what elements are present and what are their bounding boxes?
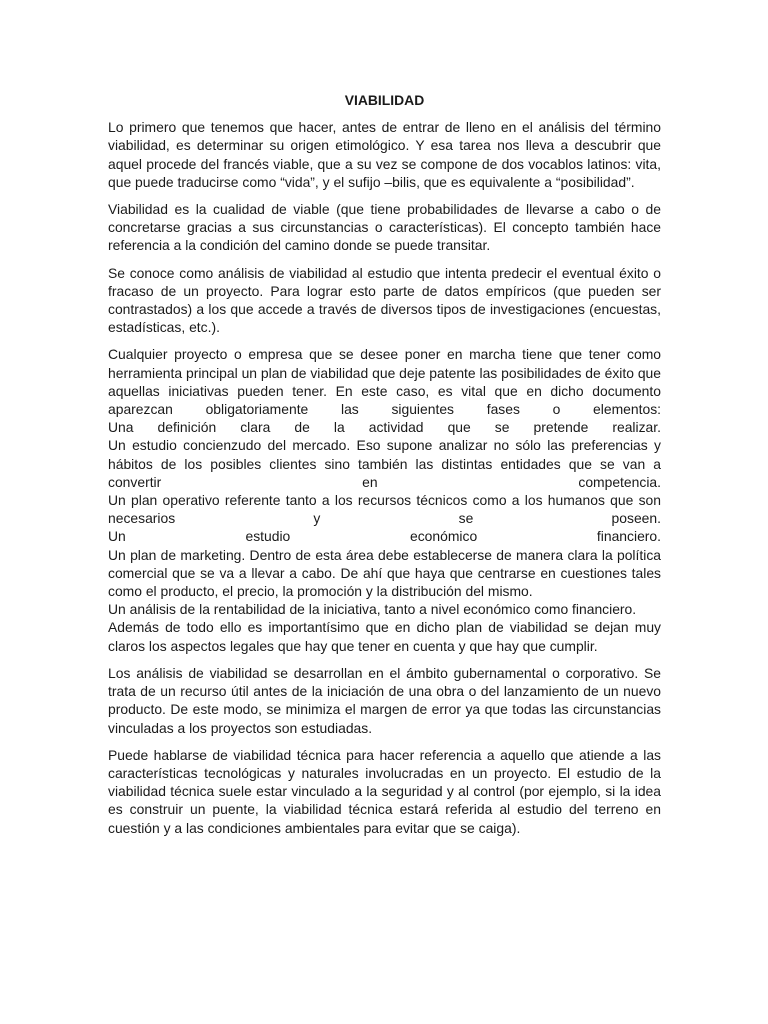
plan-item: Un análisis de la rentabilidad de la iniciativa, tanto a nivel económico como financiero. bbox=[108, 601, 637, 618]
paragraph-analysis: Se conoce como análisis de viabilidad al estudio que intenta predecir el eventual éxito o fracaso de un proyecto. Para lograr esto parte de datos empíricos (que pueden ser contrastados) a los que accede a través de diversos tipos de investigaciones (encuestas, estadísticas, etc.). bbox=[108, 264, 661, 336]
paragraph-etymology: Lo primero que tenemos que hacer, antes de entrar de lleno en el análisis del término viabilidad, es determinar su origen etimológico. Y esa tarea nos lleva a descubrir que aquel procede del francés viable, que a su vez se compone de dos vocablos latinos: vita, que puede traducirse como “vida”, y el sufijo –bilis, que es equivalente a “posibilidad”. bbox=[108, 119, 661, 190]
plan-item: Un plan de marketing. Dentro de esta área debe establecerse de manera clara la política comercial que se va a llevar a cabo. De ahí que haya que centrarse en cuestiones tales como el producto, el precio, la promoción y la distribución del mismo. bbox=[108, 546, 661, 600]
paragraph-definition: Viabilidad es la cualidad de viable (que tiene probabilidades de llevarse a cabo o de concretarse gracias a sus circunstancias o características). El concepto también hace referencia a la condición del camino donde se puede transitar. bbox=[108, 201, 661, 254]
paragraph-technical: Puede hablarse de viabilidad técnica para hacer referencia a aquello que atiende a las características tecnológicas y naturales involucradas en un proyecto. El estudio de la viabilidad técnica suele estar vinculado a la seguridad y al control (por ejemplo, si la idea es construir un puente, la viabilidad técnica estará referida al estudio del terreno en cuestión y a las condiciones ambientales para evitar que se caiga). bbox=[108, 746, 661, 836]
paragraph-scope: Los análisis de viabilidad se desarrollan en el ámbito gubernamental o corporativo. Se trata de un recurso útil antes de la iniciación de una obra o del lanzamiento de un nuevo producto. De este modo, se minimiza el margen de error ya que todas las circunstancias vinculadas a los proyectos son estudiadas. bbox=[108, 664, 661, 736]
plan-item: Un estudio económico financiero. bbox=[108, 528, 661, 545]
document-body bbox=[108, 91, 661, 846]
document-title: VIABILIDAD bbox=[344, 92, 425, 108]
plan-item: Una definición clara de la actividad que se pretende realizar. bbox=[108, 419, 661, 436]
plan-intro: Cualquier proyecto o empresa que se desee poner en marcha tiene que tener como herramienta principal un plan de viabilidad que deje patente las posibilidades de éxito que aquellas iniciativas pueden tener. En este caso, es vital que en dicho documento aparezcan obligatoriamente las siguientes fases o elementos: bbox=[108, 346, 661, 418]
plan-item: Un plan operativo referente tanto a los recursos técnicos como a los humanos que son necesarios y se poseen. bbox=[108, 492, 661, 527]
plan-item: Un estudio concienzudo del mercado. Eso supone analizar no sólo las preferencias y hábitos de los posibles clientes sino también las distintas entidades que se van a convertir en competencia. bbox=[108, 437, 661, 490]
plan-block bbox=[108, 345, 661, 654]
plan-item: Además de todo ello es importantísimo que en dicho plan de viabilidad se dejan muy claros los aspectos legales que hay que tener en cuenta y que hay que cumplir. bbox=[108, 619, 661, 654]
